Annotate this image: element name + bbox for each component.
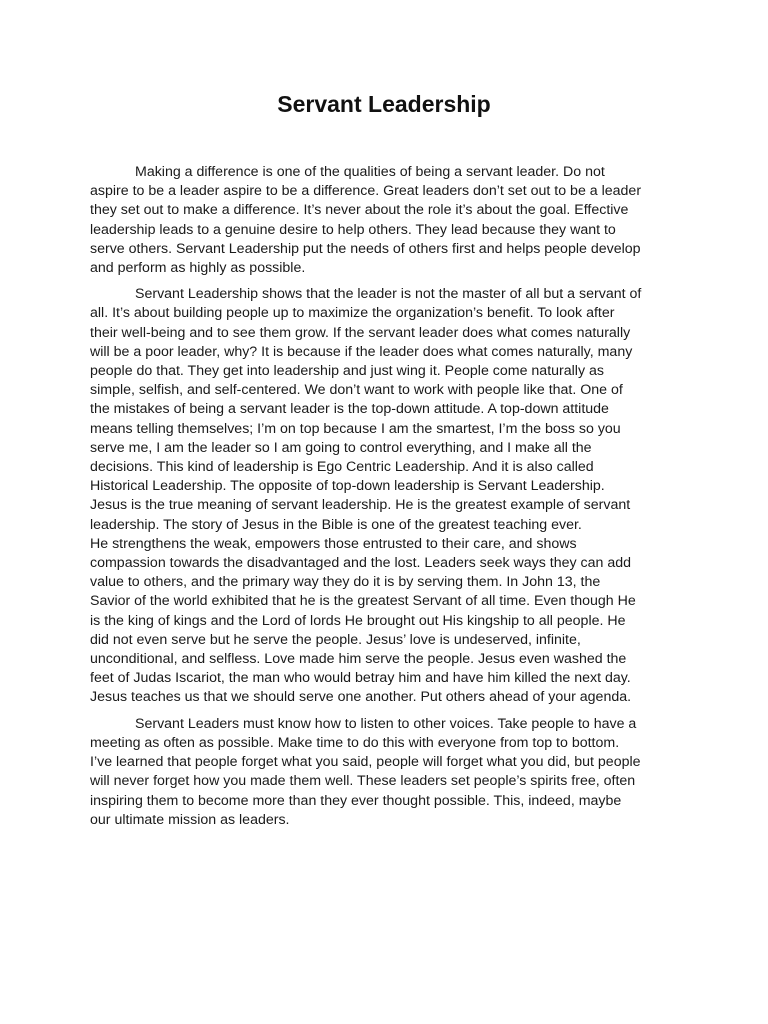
text-line: Making a difference is one of the qualities of being a servant leader. Do not [135,164,605,180]
paragraph-1 [90,163,682,278]
text-line: all. It’s about building people up to maximize the organization’s benefit. To look after [90,305,615,322]
text-line: the mistakes of being a servant leader is the top-down attitude. A top-down attitude [90,401,609,418]
text-line: and perform as highly as possible. [90,260,306,277]
text-line: Servant Leadership shows that the leader is not the master of all but a servant of [135,286,642,303]
text-line: I’ve learned that people forget what you said, people will forget what you did, but people [90,754,641,771]
text-line: Jesus teaches us that we should serve one another. Put others ahead of your agenda. [90,689,632,706]
text-line: value to others, and the primary way they do it is by serving them. In John 13, the [90,574,601,591]
text-line: Servant Leaders must know how to listen to other voices. Take people to have a [135,715,637,732]
text-line: inspiring them to become more than they ever thought possible. This, indeed, maybe [90,792,622,809]
text-line: people do that. They get into leadership and just wing it. People come naturally as [90,363,604,380]
text-line: He strengthens the weak, empowers those entrusted to their care, and shows [90,535,577,552]
text-line: serve me, I am the leader so I am going to control everything, and I make all the [90,439,592,456]
text-line: leadership leads to a genuine desire to help others. They lead because they want to [90,221,616,238]
text-line: Jesus is the true meaning of servant leadership. He is the greatest example of servant [90,497,631,514]
text-line: serve others. Servant Leadership put the needs of others first and helps people develop [90,240,641,257]
text-line: Historical Leadership. The opposite of top-down leadership is Servant Leadership. [90,478,605,495]
text-line: decisions. This kind of leadership is Ego Centric Leadership. And it is also called [90,459,594,476]
text-line: did not even serve but he serve the people. Jesus’ love is undeserved, infinite, [90,631,581,648]
text-line: Savior of the world exhibited that he is the greatest Servant of all time. Even though He [90,593,636,610]
paragraph-2 [90,285,682,707]
text-line: will never forget how you made them well. These leaders set people’s spirits free, often [90,773,636,790]
text-line: leadership. The story of Jesus in the Bible is one of the greatest teaching ever. [90,516,582,533]
text-line: they set out to make a difference. It’s never about the role it’s about the goal. Effective [90,202,629,219]
text-line: feet of Judas Iscariot, the man who would betray him and have him killed the next day. [90,670,631,687]
text-line: their well-being and to see them grow. If the servant leader does what comes naturally [90,324,631,341]
document-body [90,163,682,837]
text-line: simple, selfish, and self-centered. We don’t want to work with people like that. One of [90,382,623,399]
text-line: will be a poor leader, why? It is because if the leader does what comes naturally, many [90,343,633,360]
text-line: meeting as often as possible. Make time to do this with everyone from top to bottom. [90,734,620,751]
text-line: unconditional, and selfless. Love made him serve the people. Jesus even washed the [90,651,627,668]
text-line: means telling themselves; I’m on top because I am the smartest, I’m the boss so you [90,420,621,437]
text-line: our ultimate mission as leaders. [90,811,290,828]
text-line: compassion towards the disadvantaged and the lost. Leaders seek ways they can add [90,555,632,572]
page-title: Servant Leadership [277,91,491,117]
text-line: is the king of kings and the Lord of lords He brought out His kingship to all people. He [90,612,626,629]
text-line: aspire to be a leader aspire to be a difference. Great leaders don’t set out to be a leader [90,183,642,200]
paragraph-3 [90,715,682,830]
